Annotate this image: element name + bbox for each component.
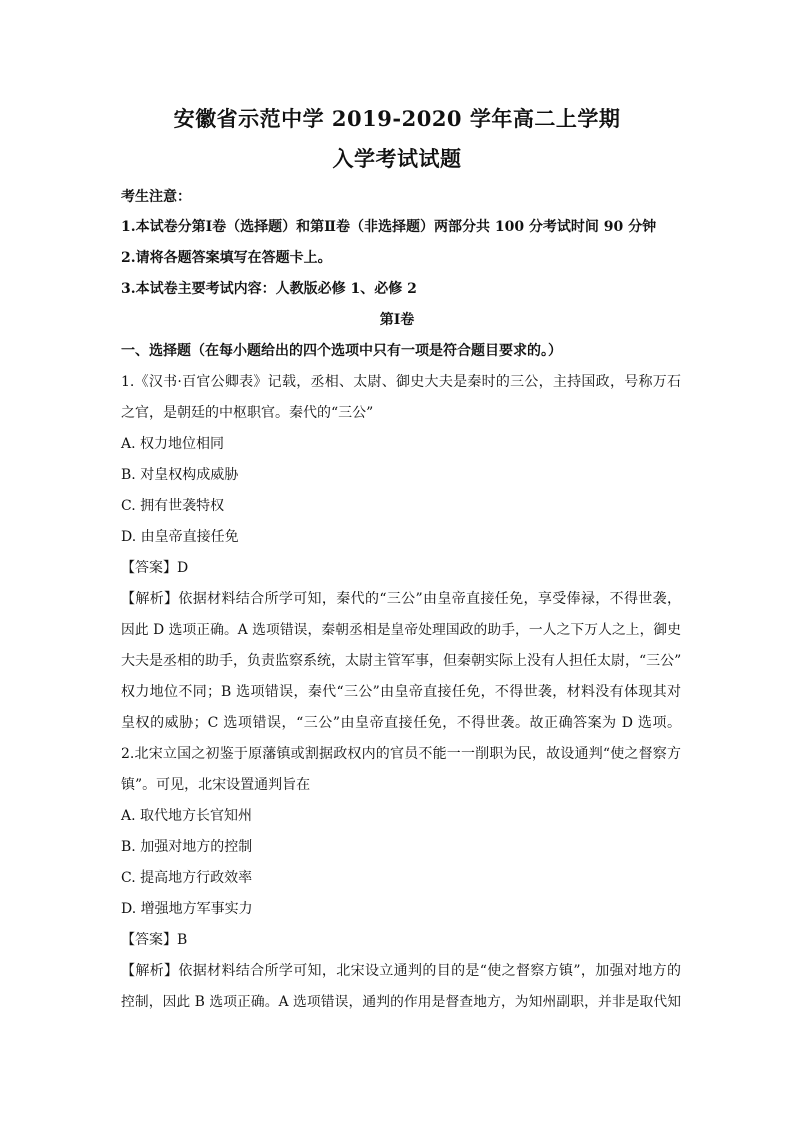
question-1-analysis-line-1: 【解析】依据材料结合所学可知，秦代的“三公”由皇帝直接任免，享受俸禄，不得世袭，	[121, 591, 681, 607]
question-1-option-b: B. 对皇权构成威胁	[121, 467, 239, 483]
document-title-line-2: 入学考试试题	[332, 146, 462, 171]
document-title-line-1: 安徽省示范中学 2019-2020 学年高二上学期	[173, 106, 621, 131]
part-heading: 第Ⅰ卷	[379, 312, 415, 328]
notice-heading: 考生注意：	[121, 189, 191, 205]
question-1-stem-line-1: 1.《汉书·百官公卿表》记载，丞相、太尉、御史大夫是秦时的三公，主持国政，号称万石	[121, 374, 681, 390]
section-heading: 一、选择题（在每小题给出的四个选项中只有一项是符合题目要求的。）	[121, 343, 562, 359]
question-1-analysis-line-2: 因此 D 选项正确。A 选项错误，秦朝丞相是皇帝处理国政的助手，一人之下万人之上，御史	[121, 622, 681, 638]
notice-item-2: 2.请将各题答案填写在答题卡上。	[121, 250, 332, 266]
question-2-option-a: A. 取代地方长官知州	[121, 808, 253, 824]
question-2-stem-line-2: 镇”。可见，北宋设置通判旨在	[121, 777, 311, 793]
question-1-analysis-line-5: 皇权的威胁；C 选项错误，“三公”由皇帝直接任免，不得世袭。故正确答案为 D 选项。	[121, 715, 681, 731]
question-2-analysis-line-1: 【解析】依据材料结合所学可知，北宋设立通判的目的是“使之督察方镇”，加强对地方的	[121, 963, 681, 979]
notice-item-1: 1.本试卷分第Ⅰ卷（选择题）和第Ⅱ卷（非选择题）两部分共 100 分考试时间 90 分钟	[121, 219, 657, 235]
question-1-analysis-line-3: 大夫是丞相的助手，负责监察系统，太尉主管军事，但秦朝实际上没有人担任太尉，“三公”	[121, 653, 682, 669]
question-2-analysis-line-2: 控制，因此 B 选项正确。A 选项错误，通判的作用是督查地方，为知州副职，并非是取代知	[121, 994, 681, 1010]
question-2-stem-line-1: 2.北宋立国之初鉴于原藩镇或割据政权内的官员不能一一削职为民，故设通判“使之督察方	[121, 746, 681, 762]
question-1-answer: 【答案】D	[121, 560, 189, 576]
question-2-option-b: B. 加强对地方的控制	[121, 839, 253, 855]
question-1-stem-line-2: 之官，是朝廷的中枢职官。秦代的“三公”	[121, 405, 374, 421]
notice-item-3: 3.本试卷主要考试内容：人教版必修 1、必修 2	[121, 281, 417, 297]
question-2-answer: 【答案】B	[121, 932, 188, 948]
question-2-option-c: C. 提高地方行政效率	[121, 870, 253, 886]
question-1-option-a: A. 权力地位相同	[121, 436, 225, 452]
question-1-option-d: D. 由皇帝直接任免	[121, 529, 239, 545]
question-2-option-d: D. 增强地方军事实力	[121, 901, 253, 917]
question-1-option-c: C. 拥有世袭特权	[121, 498, 225, 514]
question-1-analysis-line-4: 权力地位不同；B 选项错误，秦代“三公”由皇帝直接任免，不得世袭，材料没有体现其对	[121, 684, 681, 700]
